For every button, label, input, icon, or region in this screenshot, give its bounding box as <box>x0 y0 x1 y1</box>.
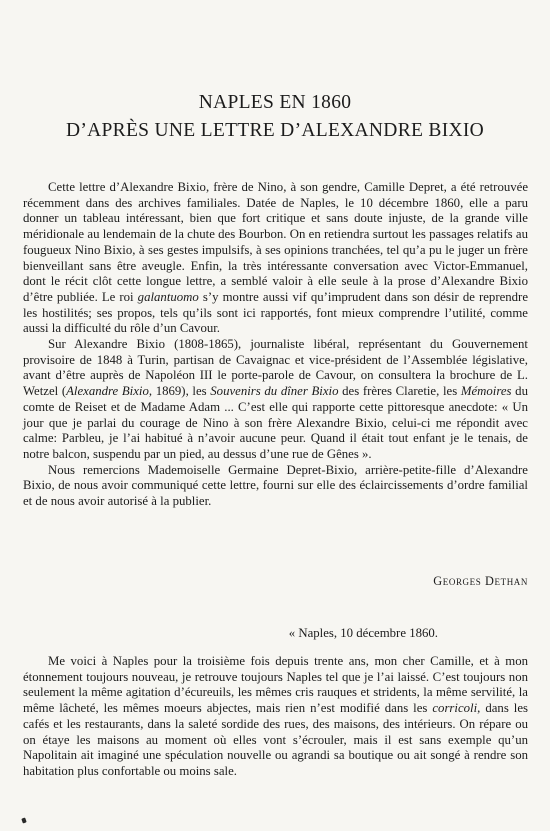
text-run: des frères Claretie, les <box>338 384 461 399</box>
letter-paragraph-1 <box>23 654 528 780</box>
text-run: Cette lettre d’Alexandre Bixio, frère de Nino, à son gendre, Camille Depret, a été retrouvée récemment dans des archives familiales. Datée de Naples, le 10 décembre 1860, elle a paru donner un tableau intéressant, bien que fort critique et sans doute injuste, de la grande ville méridionale au lendemain de la chute des Bourbon. On en retiendra surtout les passages relatifs au fougueux Nino Bixio, à ses gestes impulsifs, à ses opinions tranchées, tel qu’a pu le juger un frère bienveillant sans être aveugle. Enfin, la très intéressante conversation avec Victor-Emmanuel, dont le récit clôt cette longue lettre, a semblé valoir à elle seule à la prose d’Alexandre Bixio d’être publiée. Le roi <box>23 180 528 304</box>
italic-title: Souvenirs du dîner Bixio <box>210 384 339 399</box>
text-run: du comte de Reiset et de Madame Adam ... C’est elle qui rapporte cette pittoresque anecdote: « Un jour que je parlai du courage de Nino à son frère Alexandre Bixio, celui-ci me répondit avec calme: Parbleu, je l’ai habitué à n’avoir aucune peur. Quand il était tout enfant je le tenais, de notre balcon, suspendu par un pied, au dessus d’une rue de Gênes ». <box>23 384 528 461</box>
introduction <box>23 180 528 510</box>
letter-dateline: « Naples, 10 décembre 1860. <box>288 626 438 640</box>
title-line-2: D’APRÈS UNE LETTRE D’ALEXANDRE BIXIO <box>65 120 485 141</box>
author-signature: Georges Dethan <box>433 574 528 588</box>
text-run: , dans les cafés et les restaurants, dans la saleté sordide des rues, des maisons, des intérieurs. On répare ou on étaye les maisons au moment où elles vont s’écrouler, mais il est sans exemple qu’un Napolitain ait imaginé une spéculation nouvelle ou agrandi sa boutique ou ait songé à rendre son habitation plus confortable ou moins sale. <box>23 701 528 778</box>
italic-title: Alexandre Bixio <box>66 384 149 399</box>
text-run: Sur Alexandre Bixio (1808-1865), journaliste libéral, représentant du Gouvernement provisoire de 1848 à Turin, partisan de Cavaignac et vice-président de l’Assemblée législative, avant d’être auprès de Napoléon III le porte-parole de Cavour, on consultera la brochure de L. Wetzel ( <box>23 337 528 399</box>
intro-paragraph-2 <box>23 337 528 463</box>
italic-term: galantuomo <box>137 289 199 304</box>
intro-paragraph-3: Nous remercions Mademoiselle Germaine Depret-Bixio, arrière-petite-fille d’Alexandre Bixio, de nous avoir communiqué cette lettre, fourni sur elle des éclaircissements d’ordre familial et de nous avoir autorisé à la publier. <box>23 462 528 509</box>
italic-term: corricoli <box>432 701 478 716</box>
title-line-1: NAPLES EN 1860 <box>198 92 352 113</box>
intro-paragraph-1 <box>23 180 528 337</box>
text-run: , 1869), les <box>148 384 211 399</box>
italic-title: Mémoires <box>460 384 512 399</box>
text-run: Me voici à Naples pour la troisième fois depuis trente ans, mon cher Camille, et à mon étonnement toujours nouveau, je retrouve toujours Naples tel que je l’ai laissé. C’est toujours non seulement la même agitation d’écureuils, les mêmes cris rauques et stridents, la même servilité, la même lâcheté, les mêmes moeurs abjectes, mais rien n’est modifié dans les <box>23 654 528 716</box>
letter-body <box>23 654 528 780</box>
text-run: s’y montre aussi vif qu’imprudent dans son désir de reprendre les hostilités; ses propos, tels qu’ils sont ici rapportés, font mieux comprendre l’utilité, comme aussi la difficulté du rôle d’un Cavour. <box>23 289 528 336</box>
page-mark <box>21 817 26 823</box>
